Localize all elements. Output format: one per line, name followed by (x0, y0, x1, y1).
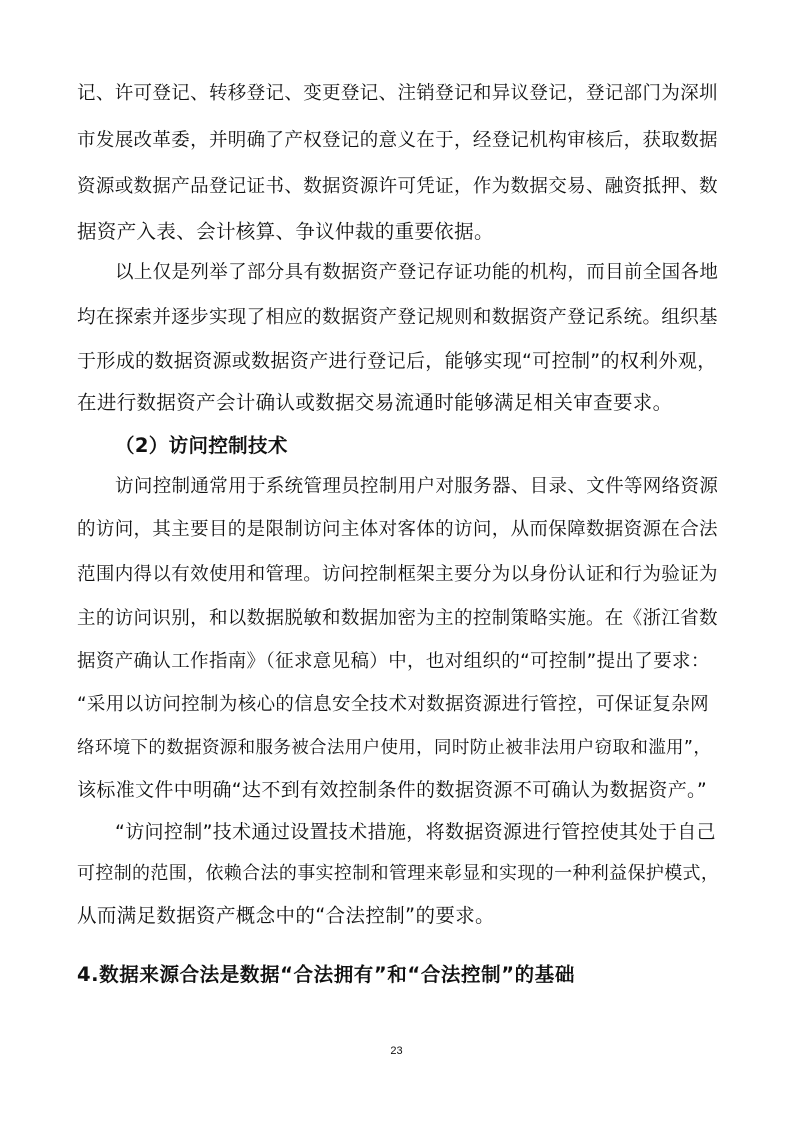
text-line: 资源或数据产品登记证书、数据资源许可凭证，作为数据交易、融资抵押、数 (77, 176, 718, 197)
page-number: 23 (390, 1045, 403, 1057)
text-line: 从而满足数据资产概念中的“合法控制”的要求。 (77, 904, 495, 927)
text-line: 的访问，其主要目的是限制访问主体对客体的访问，从而保障数据资源在合法 (77, 519, 718, 540)
text-line: 据资产确认工作指南》（征求意见稿）中，也对组织的“可控制”提出了要求： (77, 651, 710, 672)
text-line: 记、许可登记、转移登记、变更登记、注销登记和异议登记，登记部门为深圳 (77, 83, 718, 104)
text-line: 在进行数据资产会计确认或数据交易流通时能够满足相关审查要求。 (77, 391, 673, 414)
text-line: 据资产入表、会计核算、争议仲裁的重要依据。 (77, 220, 494, 243)
text-line: 范围内得以有效使用和管理。访问控制框架主要分为以身份认证和行为验证为 (77, 564, 718, 585)
text-line: 均在探索并逐步实现了相应的数据资产登记规则和数据资产登记系统。组织基 (77, 307, 718, 328)
text-line: 访问控制通常用于系统管理员控制用户对服务器、目录、文件等网络资源 (115, 476, 719, 497)
section-heading: 4.数据来源合法是数据“合法拥有”和“合法控制”的基础 (77, 963, 575, 986)
text-line: 可控制的范围，依赖合法的事实控制和管理来彰显和实现的一种利益保护模式， (77, 863, 720, 884)
text-line: 于形成的数据资源或数据资产进行登记后，能够实现“可控制”的权利外观， (77, 350, 717, 372)
text-line: 主的访问识别，和以数据脱敏和数据加密为主的控制策略实施。在《浙江省数 (77, 608, 718, 629)
text-line: 络环境下的数据资源和服务被合法用户使用，同时防止被非法用户窃取和滥用”， (77, 738, 712, 758)
text-line: “采用以访问控制为核心的信息安全技术对数据资源进行管控，可保证复杂网 (77, 694, 709, 715)
subheading-access-control: （2）访问控制技术 (115, 434, 288, 457)
text-line: 市发展改革委，并明确了产权登记的意义在于，经登记机构审核后，获取数据 (77, 130, 718, 151)
text-line: 以上仅是列举了部分具有数据资产登记存证功能的机构，而目前全国各地 (115, 262, 719, 283)
text-line: 该标准文件中明确“达不到有效控制条件的数据资源不可确认为数据资产。” (77, 779, 708, 801)
text-line: “访问控制”技术通过设置技术措施，将数据资源进行管控使其处于自己 (115, 821, 716, 843)
